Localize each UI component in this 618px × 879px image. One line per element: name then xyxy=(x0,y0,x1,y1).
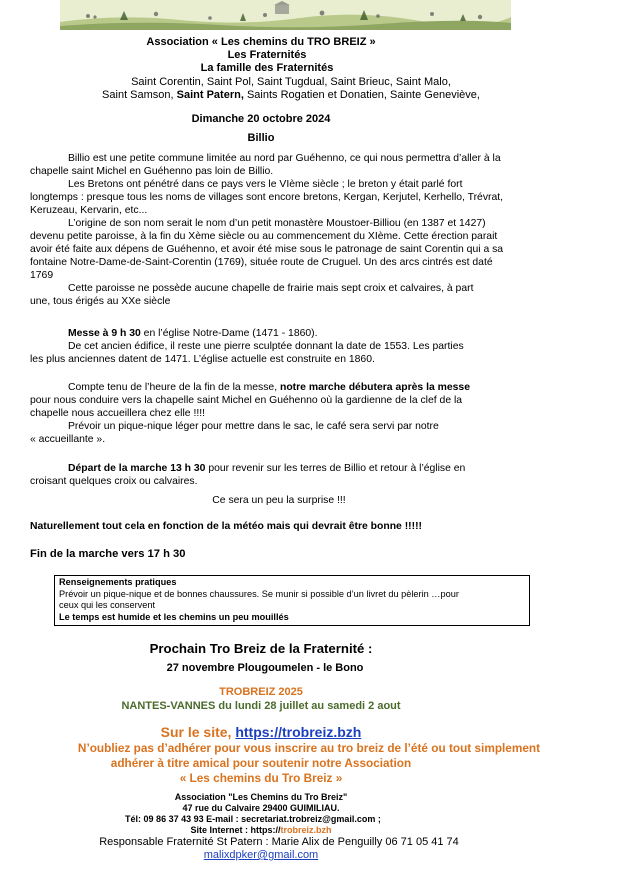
p1-line-1: Billio est une petite commune limitée au nord par Guéhenno, ce qui nous permettra d’aller à la xyxy=(68,153,501,164)
p4-line-1: Cette paroisse ne possède aucune chapelle de frairie mais sept croix et calvaires, à part xyxy=(68,283,474,294)
p2-line-2: longtemps : presque tous les noms de villages sont encore bretons, Kergan, Kerjutel, Kerhello, Trévrat, xyxy=(30,192,504,203)
next-title: Prochain Tro Breiz de la Fraternité : xyxy=(149,641,373,656)
contact-phone-email: Tél: 09 86 37 43 93 E-mail : secretariat.trobreiz@gmail.com ; xyxy=(125,814,381,824)
event-date: Dimanche 20 octobre 2024 xyxy=(191,113,331,125)
marche-block xyxy=(30,381,470,446)
p5-line-2: les plus anciennes datent de 1471. L’église actuelle est construite en 1860. xyxy=(30,354,375,365)
saints-line-2: Saint Samson, Saint Patern, Saints Rogatien et Donatien, Sainte Geneviève, xyxy=(102,89,480,101)
appeal-line-1: N’oubliez pas d’adhérer pour vous inscrire au tro breiz de l’été ou tout simplement xyxy=(77,741,541,755)
surprise-line: Ce sera un peu la surprise !!! xyxy=(212,495,346,506)
p6-line-2: pour nous conduire vers la chapelle saint Michel en Guéhenno où la gardienne de la clef de la xyxy=(30,395,463,406)
header-banner-image xyxy=(60,0,511,30)
depart-line-1: Départ de la marche 13 h 30 pour revenir sur les terres de Billio et retour à l’église en xyxy=(68,463,466,474)
site-line xyxy=(0,724,570,740)
appeal-line-2: adhérer à titre amical pour soutenir notre Association xyxy=(110,756,412,770)
meteo-line: Naturellement tout cela en fonction de la météo mais qui devrait être bonne !!!!! xyxy=(30,521,423,532)
site-label: Sur le site, xyxy=(160,724,236,740)
box-title: Renseignements pratiques xyxy=(59,577,177,587)
messe-block xyxy=(30,327,464,366)
p7-line-1: Prévoir un pique-nique léger pour mettre dans le sac, le café sera servi par notre xyxy=(68,421,439,432)
p5-line-1: De cet ancien édifice, il reste une pierre sculptée donnant la date de 1553. Les parties xyxy=(68,341,464,352)
p4-line-2: une, tous érigés au XXe siècle xyxy=(30,296,171,307)
box-line-3: Le temps est humide et les chemins un peu mouillés xyxy=(59,611,289,622)
fin-marche: Fin de la marche vers 17 h 30 xyxy=(30,548,186,560)
box-line-1: Prévoir un pique-nique et de bonnes chaussures. Se munir si possible d’un livret du pèlerin …pour xyxy=(59,588,459,599)
p6-line-1: Compte tenu de l’heure de la fin de la messe, notre marche débutera après la messe xyxy=(68,382,470,393)
saints-line-1: Saint Corentin, Saint Pol, Saint Tugdual, Saint Brieuc, Saint Malo, xyxy=(131,76,451,88)
famille-title: La famille des Fraternités xyxy=(200,62,334,74)
trobreiz-route: NANTES-VANNES du lundi 28 juillet au samedi 2 aout xyxy=(121,700,401,712)
contact-address: 47 rue du Calvaire 29400 GUIMILIAU. xyxy=(182,803,340,813)
fraternites-title: Les Fraternités xyxy=(227,49,307,61)
association-title: Association « Les chemins du TRO BREIZ » xyxy=(146,36,376,48)
contact-site-link[interactable]: trobreiz.bzh xyxy=(280,825,332,835)
practical-info-box xyxy=(54,575,530,626)
p3-line-1: L’origine de son nom serait le nom d’un petit monastère Moustoer-Billiou (en 1387 et 1427) xyxy=(68,218,486,229)
p7-line-2: « accueillante ». xyxy=(30,434,106,445)
p3-line-5: 1769 xyxy=(30,270,54,281)
site-link[interactable]: https://trobreiz.bzh xyxy=(235,724,362,740)
p1-line-2: chapelle saint Michel en Guéhenno pas loin de Billio. xyxy=(30,166,274,177)
event-place: Billio xyxy=(247,132,275,144)
depart-block xyxy=(30,462,465,488)
responsable-line: Responsable Fraternité St Patern : Marie Alix de Penguilly 06 71 05 41 74 xyxy=(99,836,459,848)
p6-line-3: chapelle nous accueillera chez elle !!!! xyxy=(30,408,206,419)
p2-line-1: Les Bretons ont pénétré dans ce pays vers le VIème siècle ; le breton y était parlé fort xyxy=(68,179,463,190)
p3-line-2: devenu petite paroisse, à la fin du Xème siècle ou au commencement du XIème. Cette érection parait xyxy=(30,231,498,242)
responsable-email-link[interactable]: malixdpker@gmail.com xyxy=(203,849,319,861)
contact-name: Association "Les Chemins du Tro Breiz" xyxy=(174,792,348,802)
messe-line: Messe à 9 h 30 en l’église Notre-Dame (1471 - 1860). xyxy=(68,328,318,339)
p3-line-3: avoir été faite aux dépens de Guéhenno, et avoir été mise sous le patronage de saint Corentin qui a sa xyxy=(30,244,504,255)
body-text xyxy=(30,152,503,308)
trobreiz-year: TROBREIZ 2025 xyxy=(219,686,303,698)
box-line-2: ceux qui les conservent xyxy=(59,600,156,610)
next-date: 27 novembre Plougoumelen - le Bono xyxy=(166,662,364,674)
appeal-line-3: « Les chemins du Tro Breiz » xyxy=(179,771,343,785)
landscape-illustration xyxy=(60,0,511,30)
contact-site: Site Internet : https://trobreiz.bzh xyxy=(190,825,332,835)
p3-line-4: fontaine Notre-Dame-de-Saint-Corentin (1769), située route de Cruguel. Un des arcs cintrés est daté xyxy=(30,257,493,268)
p2-line-3: Keruzeau, Kervarin, etc... xyxy=(30,205,148,216)
depart-line-2: croisant quelques croix ou calvaires. xyxy=(30,476,198,487)
